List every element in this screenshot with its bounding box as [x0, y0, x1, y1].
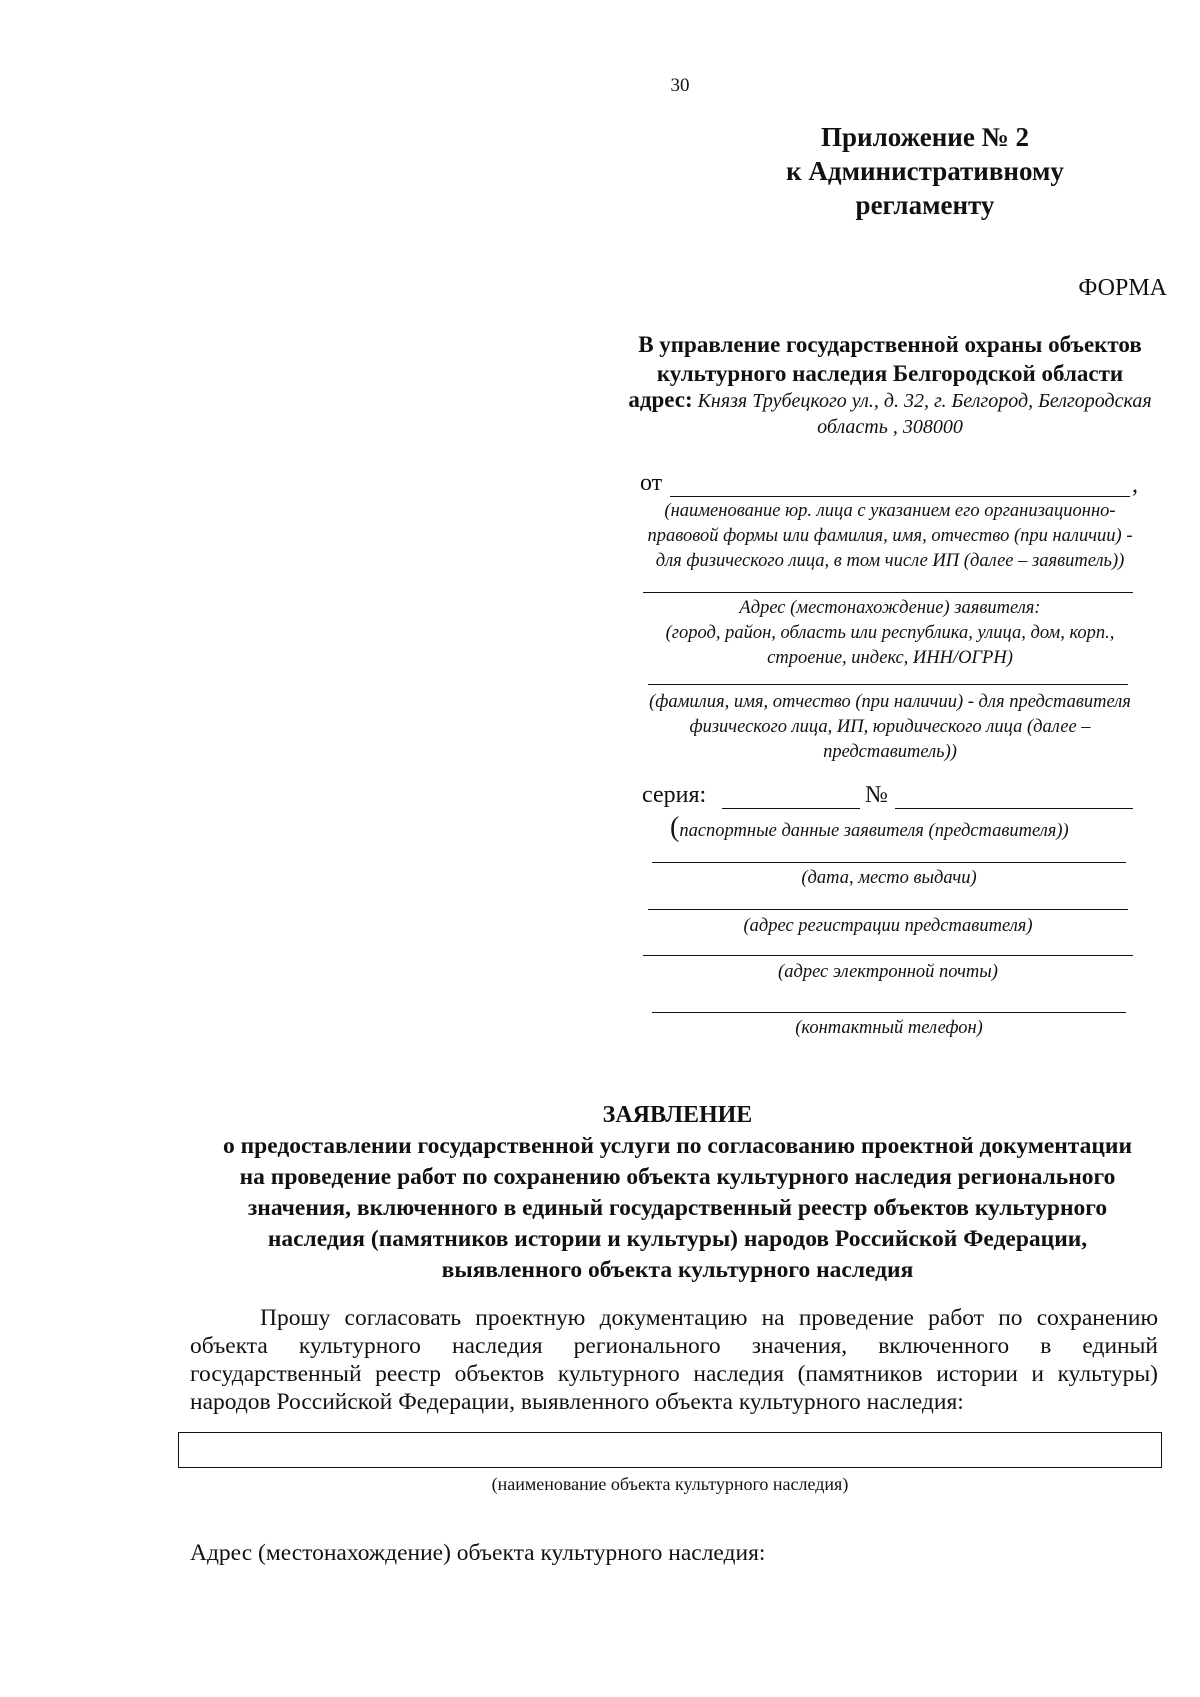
applicant-address-caption [620, 596, 1160, 671]
from-caption-2: правовой формы или фамилия, имя, отчество (при наличии) - [647, 526, 1133, 546]
statement-title: ЗАЯВЛЕНИЕ [602, 1102, 753, 1128]
passport-paren: ( [670, 812, 680, 843]
address-value: Князя Трубецкого ул., д. 32, г. Белгород, Белгородская [697, 390, 1152, 412]
issue-caption: (дата, место выдачи) [801, 868, 977, 888]
applicant-address-caption-1: Адрес (местонахождение) заявителя: [739, 598, 1041, 618]
representative-caption [610, 690, 1170, 765]
issue-line[interactable] [652, 862, 1126, 863]
applicant-address-caption-2: (город, район, область или республика, улица, дом, корп., [665, 623, 1115, 643]
from-caption-3: для физического лица, в том числе ИП (далее – заявитель)) [655, 551, 1125, 571]
statement-line-4: наследия (памятников истории и культуры) народов Российской Федерации, [267, 1226, 1088, 1252]
statement-line-2: на проведение работ по сохранению объекта культурного наследия регионального [239, 1164, 1116, 1190]
email-line[interactable] [643, 955, 1133, 956]
representative-caption-1: (фамилия, имя, отчество (при наличии) - для представителя [649, 692, 1131, 712]
series-field-line[interactable] [722, 808, 860, 809]
series-label: серия: [642, 782, 707, 808]
appendix-line-2: к Административному [786, 156, 1064, 186]
registration-line[interactable] [648, 909, 1128, 910]
applicant-address-caption-3: строение, индекс, ИНН/ОГРН) [767, 648, 1013, 668]
addressee-block [600, 330, 1180, 388]
request-paragraph [190, 1304, 1158, 1416]
object-name-caption: (наименование объекта культурного наследия) [491, 1474, 849, 1494]
statement-line-5: выявленного объекта культурного наследия [441, 1257, 914, 1283]
applicant-address-line[interactable] [643, 592, 1133, 593]
request-paragraph-text: Прошу согласовать проектную документацию на проведение работ по сохранению объекта культурного наследия регионального значения, включенного в единый государственный реестр объектов культурного наследия (памятников истории и культуры) народов Российской Федерации, выявленного объекта культурного наследия: [190, 1305, 1158, 1415]
address-label: адрес: [628, 387, 693, 412]
from-comma: , [1132, 472, 1138, 498]
address-value-2: область , 308000 [817, 416, 963, 438]
statement-line-3: значения, включенного в единый государственный реестр объектов культурного [247, 1195, 1108, 1221]
statement-title-block [185, 1100, 1170, 1286]
object-name-field[interactable] [178, 1432, 1162, 1468]
addressee-line-2: культурного наследия Белгородской области [656, 361, 1124, 386]
appendix-header [760, 120, 1090, 222]
registration-caption: (адрес регистрации представителя) [743, 916, 1033, 936]
statement-line-1: о предоставлении государственной услуги по согласованию проектной документации [223, 1133, 1132, 1159]
email-caption: (адрес электронной почты) [778, 962, 998, 982]
addressee-line-1: В управление государственной охраны объектов [638, 332, 1142, 357]
form-label: ФОРМА [1078, 275, 1167, 301]
representative-line[interactable] [648, 684, 1128, 685]
number-label: № [865, 782, 888, 808]
page-number: 30 [670, 75, 690, 96]
from-label: от [640, 470, 663, 496]
appendix-line-1: Приложение № 2 [821, 122, 1029, 152]
phone-caption: (контактный телефон) [795, 1018, 983, 1038]
passport-caption [670, 813, 1069, 846]
addressee-address [600, 387, 1180, 440]
representative-caption-2: физического лица, ИП, юридического лица (далее – [689, 717, 1091, 737]
from-field-line[interactable] [670, 496, 1130, 497]
appendix-line-3: регламенту [855, 190, 995, 220]
from-caption-1: (наименование юр. лица с указанием его организационно- [664, 501, 1116, 521]
passport-caption-text: паспортные данные заявителя (представителя)) [679, 821, 1069, 841]
from-caption [620, 499, 1160, 574]
number-field-line[interactable] [895, 808, 1133, 809]
representative-caption-3: представитель)) [823, 742, 957, 762]
phone-line[interactable] [652, 1012, 1126, 1013]
object-address-label: Адрес (местонахождение) объекта культурного наследия: [190, 1540, 766, 1566]
